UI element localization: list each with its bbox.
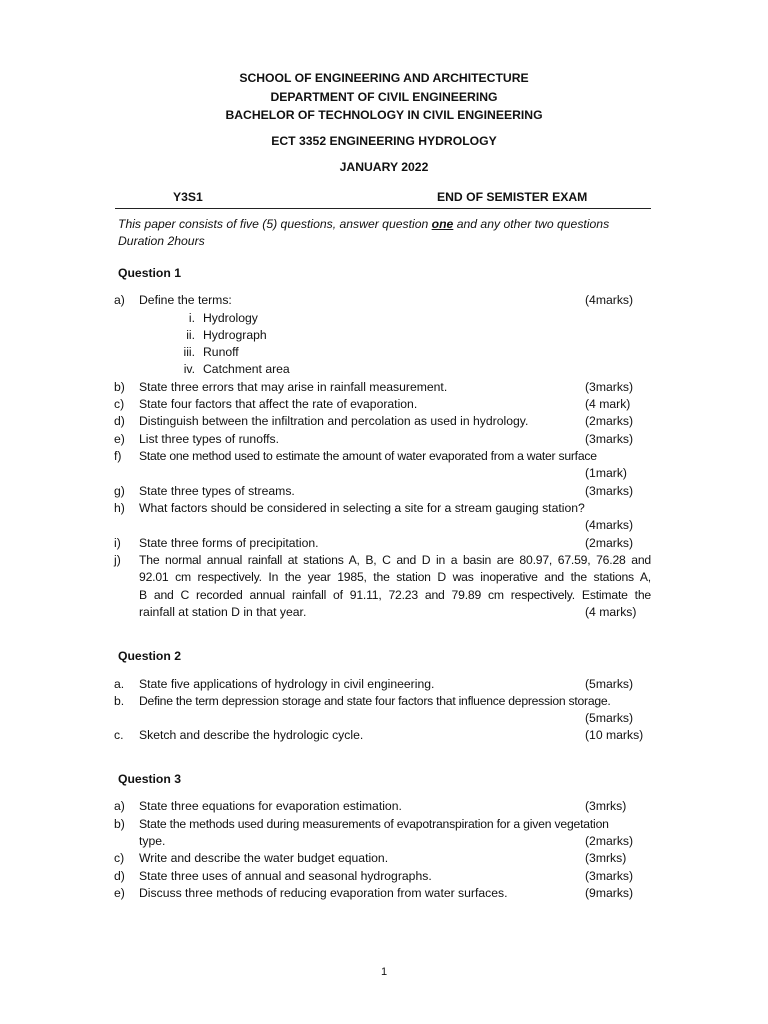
instructions-line-1: This paper consists of five (5) questions, answer question one and any other two questions <box>118 217 610 231</box>
q1-a-sub-ii: ii. Hydrograph <box>186 328 267 342</box>
exam-date: JANUARY 2022 <box>339 160 429 174</box>
q1-a-sub-iv: iv. Catchment area <box>183 362 290 376</box>
q3-item-b-line-2: type. (2marks) <box>139 834 634 848</box>
q1-item-i: i) State three forms of precipitation. (2marks) <box>114 536 634 550</box>
school-name: SCHOOL OF ENGINEERING AND ARCHITECTURE <box>239 71 529 85</box>
q1-item-b: b) State three errors that may arise in rainfall measurement. (3marks) <box>114 380 634 394</box>
exam-header <box>0 70 768 178</box>
exam-subheading <box>0 189 768 207</box>
q1-item-h-marks: (4marks) <box>585 518 634 532</box>
q1-a-sub-i: i. Hydrology <box>188 311 258 325</box>
question-1-title: Question 1 <box>118 266 181 280</box>
year-semester: Y3S1 <box>173 190 203 204</box>
q1-item-h: h) What factors should be considered in selecting a site for a stream gauging station? <box>114 501 585 515</box>
q2-item-a: a. State five applications of hydrology in civil engineering. (5marks) <box>114 677 634 691</box>
q1-item-f: f) State one method used to estimate the amount of water evaporated from a water surface <box>114 449 597 463</box>
question-2-title: Question 2 <box>118 649 181 663</box>
q1-item-g: g) State three types of streams. (3marks) <box>114 484 634 498</box>
q3-item-d: d) State three uses of annual and seasonal hydrographs. (3marks) <box>114 869 634 883</box>
instructions <box>118 216 658 251</box>
duration: Duration 2hours <box>118 234 205 249</box>
q1-item-c: c) State four factors that affect the rate of evaporation. (4 mark) <box>114 397 631 411</box>
q2-item-b: b. Define the term depression storage and state four factors that influence depression storage. <box>114 694 611 708</box>
q3-item-c: c) Write and describe the water budget equation. (3mrks) <box>114 851 627 865</box>
page-number: 1 <box>380 966 388 978</box>
q3-item-b: b) State the methods used during measurements of evapotranspiration for a given vegetation <box>114 817 609 831</box>
question-3-title: Question 3 <box>118 772 181 786</box>
exam-type: END OF SEMISTER EXAM <box>437 190 588 204</box>
q1-item-d: d) Distinguish between the infiltration and percolation as used in hydrology. (2marks) <box>114 414 634 428</box>
q1-item-j-line-2: 92.01 cm respectively. In the year 1985, the station D was inoperative and the stations A, <box>139 570 651 584</box>
q1-item-f-marks: (1mark) <box>585 466 627 480</box>
q1-item-e: e) List three types of runoffs. (3marks) <box>114 432 634 446</box>
q3-item-e: e) Discuss three methods of reducing evaporation from water surfaces. (9marks) <box>114 886 634 900</box>
q1-item-j-line-4: rainfall at station D in that year. (4 marks) <box>139 605 637 619</box>
emphasis-one: one <box>431 217 454 231</box>
header-divider <box>115 208 651 209</box>
q1-item-a: a) Define the terms: (4marks) <box>114 293 634 307</box>
programme-name: BACHELOR OF TECHNOLOGY IN CIVIL ENGINEERING <box>225 108 543 122</box>
q1-item-j-line-3: B and C recorded annual rainfall of 91.11, 72.23 and 79.89 cm respectively. Estimate the <box>139 588 651 602</box>
q1-item-j-line-1: j) The normal annual rainfall at stations A, B, C and D in a basin are 80.97, 67.59, 76.28 and <box>114 553 651 567</box>
q1-a-sub-iii: iii. Runoff <box>183 345 239 359</box>
department-name: DEPARTMENT OF CIVIL ENGINEERING <box>270 89 498 104</box>
q2-item-b-marks: (5marks) <box>585 711 634 725</box>
q2-item-c: c. Sketch and describe the hydrologic cycle. (10 marks) <box>114 728 644 742</box>
course-title: ECT 3352 ENGINEERING HYDROLOGY <box>271 133 497 148</box>
q3-item-a: a) State three equations for evaporation estimation. (3mrks) <box>114 799 627 813</box>
